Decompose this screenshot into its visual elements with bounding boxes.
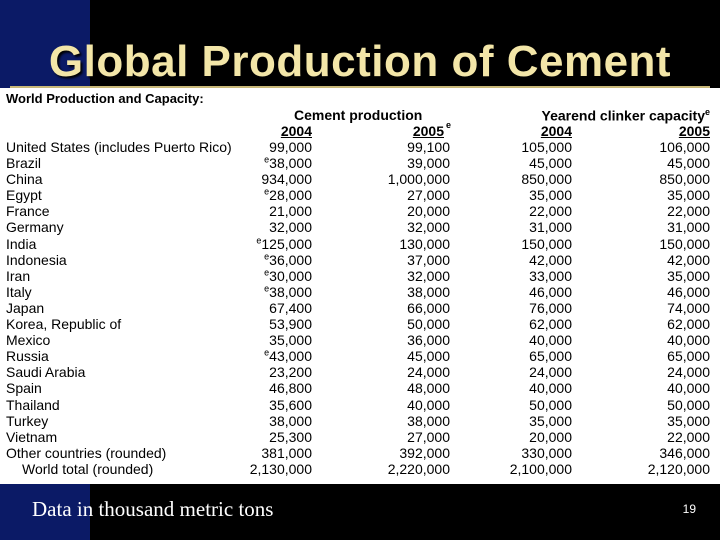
cap-2005-value: 22,000 [667, 203, 710, 220]
cap-2004-value: 35,000 [529, 412, 572, 429]
table-row [0, 397, 720, 413]
prod-2005-value: 37,000 [407, 251, 450, 268]
estimate-mark: e [264, 154, 270, 165]
estimate-mark: e [264, 251, 270, 261]
table-row [0, 332, 720, 348]
cap-2005-value: 150,000 [659, 235, 710, 252]
cap-2005-value: 74,000 [667, 299, 710, 316]
country-name: Indonesia [6, 251, 67, 268]
table-row [0, 155, 720, 171]
country-name: Iran [6, 267, 31, 284]
prod-2004-number: 99,000 [269, 139, 312, 155]
cap-2005-value: 850,000 [659, 171, 710, 188]
cap-2005-value: 65,000 [667, 348, 710, 365]
cap-2004-value: 45,000 [529, 155, 572, 172]
year-header-prod-2004 [281, 123, 312, 139]
cap-2004-value: 22,000 [529, 203, 572, 220]
table-row [0, 268, 720, 284]
table-row [0, 348, 720, 364]
prod-2004-number: 125,000 [261, 235, 312, 252]
prod-2004-value [269, 316, 312, 332]
prod-2004-value [261, 171, 312, 187]
prod-2005-value: 32,000 [407, 219, 450, 236]
prod-2004-value [250, 461, 312, 477]
prod-2004-number: 25,300 [269, 428, 312, 445]
prod-2004-number: 38,000 [269, 283, 312, 300]
country-name: Egypt [6, 187, 42, 204]
year-label: 2004 [280, 123, 312, 139]
country-name: United States (includes Puerto Rico) [6, 139, 232, 155]
country-name: Vietnam [6, 428, 58, 445]
prod-2004-number: 38,000 [269, 412, 312, 429]
cap-2004-value: 31,000 [529, 219, 572, 236]
country-name: Italy [6, 283, 32, 300]
prod-2004-value [264, 348, 312, 364]
prod-2004-value [269, 397, 312, 413]
prod-2004-value [264, 268, 312, 284]
cap-2005-value: 35,000 [667, 267, 710, 284]
cap-2004-value: 40,000 [529, 332, 572, 349]
estimate-mark: e [445, 120, 451, 130]
cap-2004-value: 850,000 [521, 171, 572, 188]
country-name: Germany [6, 219, 64, 236]
cap-2005-value: 346,000 [659, 444, 710, 461]
prod-2004-value [264, 252, 312, 268]
production-table [0, 88, 720, 484]
estimate-mark: e [264, 347, 270, 358]
cap-2004-value: 62,000 [529, 316, 572, 333]
prod-2004-value [264, 155, 312, 171]
country-name: Brazil [6, 155, 42, 172]
table-row [0, 316, 720, 332]
country-name: Spain [6, 380, 42, 397]
prod-2005-value: 392,000 [399, 444, 450, 461]
table-row [0, 187, 720, 203]
cap-2005-value: 40,000 [667, 380, 710, 397]
country-name: Korea, Republic of [6, 316, 122, 333]
estimate-mark: e [264, 267, 270, 278]
prod-2004-number: 53,900 [269, 316, 312, 333]
prod-2004-value [269, 139, 312, 155]
country-name: Saudi Arabia [6, 364, 86, 381]
prod-2005-value: 130,000 [399, 235, 450, 252]
table-row [0, 236, 720, 252]
year-label: 2005 [412, 123, 444, 139]
cap-2004-value: 50,000 [529, 396, 572, 413]
cap-2004-value: 40,000 [529, 380, 572, 397]
year-label: 2005 [678, 123, 710, 139]
prod-2005-value: 99,100 [407, 139, 450, 155]
table-row [0, 364, 720, 380]
prod-2004-value [264, 187, 312, 203]
header-clinker-capacity [542, 107, 710, 124]
header-clinker-capacity-label: Yearend clinker capacity [541, 107, 705, 124]
cap-2005-value: 46,000 [667, 283, 710, 300]
header-cement-production-label: Cement production [294, 107, 423, 123]
cap-2004-value: 76,000 [529, 299, 572, 316]
cap-2004-value: 65,000 [529, 348, 572, 365]
cap-2004-value: 46,000 [529, 283, 572, 300]
prod-2005-value: 24,000 [407, 364, 450, 381]
country-name: France [6, 203, 50, 220]
prod-2004-value [269, 429, 312, 445]
cap-2004-value: 105,000 [521, 139, 572, 155]
country-name: Thailand [6, 396, 60, 413]
year-header-cap-2004 [541, 123, 572, 139]
cap-2005-value: 2,120,000 [647, 460, 710, 477]
cap-2004-value: 24,000 [529, 364, 572, 381]
prod-2004-number: 381,000 [261, 444, 312, 461]
prod-2005-value: 27,000 [407, 428, 450, 445]
prod-2005-value: 2,220,000 [387, 460, 450, 477]
country-name: World total (rounded) [22, 460, 154, 477]
cap-2004-value: 33,000 [529, 267, 572, 284]
cap-2005-value: 24,000 [667, 364, 710, 381]
cap-2005-value: 35,000 [667, 187, 710, 204]
prod-2005-value: 36,000 [407, 332, 450, 349]
estimate-mark: e [256, 234, 262, 245]
prod-2004-number: 21,000 [269, 203, 312, 220]
cap-2005-value: 22,000 [667, 428, 710, 445]
country-name: Russia [6, 348, 49, 365]
prod-2004-number: 43,000 [269, 348, 312, 365]
cap-2005-value: 40,000 [667, 332, 710, 349]
cap-2004-value: 2,100,000 [509, 460, 572, 477]
cap-2004-value: 150,000 [521, 235, 572, 252]
header-cement-production [294, 107, 422, 123]
cap-2004-value: 330,000 [521, 444, 572, 461]
prod-2004-value [269, 300, 312, 316]
prod-2005-value: 39,000 [407, 155, 450, 172]
prod-2004-number: 934,000 [261, 171, 312, 188]
table-row [0, 413, 720, 429]
country-name: Turkey [6, 412, 49, 429]
prod-2004-number: 2,130,000 [249, 460, 312, 477]
prod-2004-number: 28,000 [269, 187, 312, 204]
prod-2004-number: 35,000 [269, 332, 312, 349]
prod-2004-value [261, 445, 312, 461]
prod-2005-value: 66,000 [407, 299, 450, 316]
cap-2005-value: 50,000 [667, 396, 710, 413]
prod-2005-value: 20,000 [407, 203, 450, 220]
prod-2004-value [269, 364, 312, 380]
table-row [0, 139, 720, 155]
year-header-prod-2005 [412, 120, 451, 139]
header-clinker-capacity-note: e [704, 107, 710, 117]
table-body [0, 139, 720, 477]
prod-2004-value [269, 219, 312, 235]
year-label: 2004 [540, 123, 572, 139]
table-row [0, 380, 720, 396]
country-name: China [6, 171, 43, 188]
prod-2004-number: 38,000 [269, 155, 312, 172]
cap-2005-value: 62,000 [667, 316, 710, 333]
footer-note: Data in thousand metric tons [32, 497, 274, 521]
prod-2005-value: 50,000 [407, 316, 450, 333]
cap-2004-value: 35,000 [529, 187, 572, 204]
table-row [0, 284, 720, 300]
prod-2005-value: 48,000 [407, 380, 450, 397]
estimate-mark: e [264, 283, 270, 294]
prod-2004-value [256, 236, 312, 252]
prod-2005-value: 1,000,000 [387, 171, 450, 188]
prod-2004-number: 30,000 [269, 267, 312, 284]
estimate-mark: e [264, 186, 270, 197]
country-name: Mexico [6, 332, 51, 349]
table-row [0, 461, 720, 477]
table-row [0, 203, 720, 219]
year-header-cap-2005 [679, 123, 710, 139]
section-heading: World Production and Capacity: [6, 91, 204, 106]
prod-2004-number: 36,000 [269, 251, 312, 268]
prod-2004-value [269, 332, 312, 348]
cap-2005-value: 42,000 [667, 251, 710, 268]
country-name: Other countries (rounded) [6, 444, 167, 461]
prod-2005-value: 27,000 [407, 187, 450, 204]
prod-2004-value [264, 284, 312, 300]
country-name: India [6, 235, 37, 252]
prod-2004-number: 67,400 [269, 299, 312, 316]
cap-2005-value: 31,000 [667, 219, 710, 236]
prod-2004-number: 23,200 [269, 364, 312, 381]
prod-2004-number: 35,600 [269, 396, 312, 413]
cap-2005-value: 35,000 [667, 412, 710, 429]
prod-2004-value [269, 413, 312, 429]
table-row [0, 219, 720, 235]
prod-2005-value: 38,000 [407, 283, 450, 300]
prod-2005-value: 38,000 [407, 412, 450, 429]
slide-title: Global Production of Cement [48, 37, 672, 86]
country-name: Japan [6, 299, 45, 316]
prod-2004-number: 46,800 [269, 380, 312, 397]
prod-2005-value: 32,000 [407, 267, 450, 284]
table-row [0, 171, 720, 187]
table-row [0, 445, 720, 461]
prod-2004-value [269, 203, 312, 219]
cap-2004-value: 20,000 [529, 428, 572, 445]
prod-2005-value: 45,000 [407, 348, 450, 365]
prod-2005-value: 40,000 [407, 396, 450, 413]
table-row [0, 429, 720, 445]
cap-2005-value: 45,000 [667, 155, 710, 172]
prod-2004-number: 32,000 [269, 219, 312, 236]
table-row [0, 252, 720, 268]
prod-2004-value [269, 380, 312, 396]
cap-2004-value: 42,000 [529, 251, 572, 268]
page-number: 19 [682, 502, 696, 516]
table-row [0, 300, 720, 316]
cap-2005-value: 106,000 [659, 139, 710, 155]
